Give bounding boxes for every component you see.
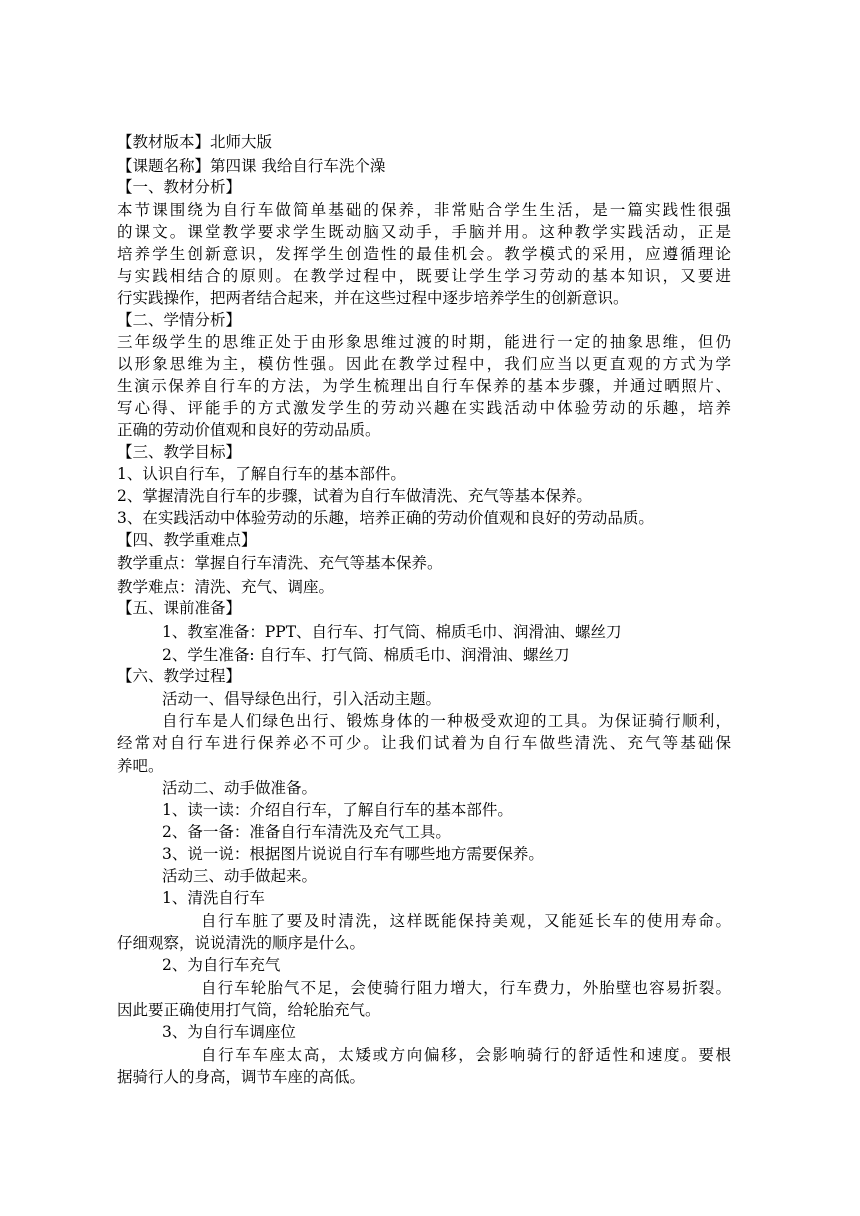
paragraph-line: 写心得、评能手的方式激发学生的劳动兴趣在实践活动中体验劳动的乐趣，培养: [117, 399, 731, 417]
paragraph-line: 本节课围绕为自行车做简单基础的保养，非常贴合学生生活，是一篇实践性很强: [117, 201, 731, 219]
key-point-text: 教学重点：掌握自行车清洗、充气等基本保养。: [117, 554, 443, 572]
paragraph-line: 自行车车座太高，太矮或方向偏移，会影响骑行的舒适性和速度。要根: [201, 1046, 731, 1064]
goal-item: 1、认识自行车，了解自行车的基本部件。: [117, 465, 406, 483]
step-title: 3、为自行车调座位: [162, 1023, 296, 1041]
goal-item: 3、在实践活动中体验劳动的乐趣，培养正确的劳动价值观和良好的劳动品质。: [117, 509, 654, 527]
section-heading-teaching-process: 【六、教学过程】: [117, 667, 242, 685]
paragraph-line: 经常对自行车进行保养必不可少。让我们试着为自行车做些清洗、充气等基础保: [117, 734, 731, 752]
paragraph-line: 生演示保养自行车的方法，为学生梳理出自行车保养的基本步骤，并通过晒照片、: [117, 377, 731, 395]
activity-title: 活动一、倡导绿色出行，引入活动主题。: [162, 690, 442, 708]
activity-item: 2、备一备：准备自行车清洗及充气工具。: [162, 823, 451, 841]
paragraph-line: 据骑行人的身高，调节车座的高低。: [117, 1068, 366, 1086]
step-title: 2、为自行车充气: [162, 956, 281, 974]
activity-title: 活动三、动手做起来。: [162, 867, 318, 885]
section-heading-material-analysis: 【一、教材分析】: [117, 178, 242, 196]
paragraph-line: 培养学生创新意识，发挥学生创造性的最佳机会。教学模式的采用，应遵循理论: [117, 245, 731, 263]
goal-item: 2、掌握清洗自行车的步骤，试着为自行车做清洗、充气等基本保养。: [117, 487, 592, 505]
activity-title: 活动二、动手做准备。: [162, 779, 318, 797]
activity-item: 3、说一说：根据图片说说自行车有哪些地方需要保养。: [162, 845, 544, 863]
section-heading-key-points: 【四、教学重难点】: [117, 531, 257, 549]
paragraph-line: 因此要正确使用打气筒，给轮胎充气。: [117, 1001, 381, 1019]
paragraph-line: 自行车是人们绿色出行、锻炼身体的一种极受欢迎的工具。为保证骑行顺利，: [162, 712, 731, 730]
preparation-item: 1、教室准备：PPT、自行车、打气筒、棉质毛巾、润滑油、螺丝刀: [162, 623, 622, 641]
paragraph-line: 以形象思维为主，模仿性强。因此在教学过程中，我们应当以更直观的方式为学: [117, 355, 731, 373]
paragraph-line: 自行车轮胎气不足，会使骑行阻力增大，行车费力，外胎壁也容易折裂。: [201, 979, 731, 997]
paragraph-line: 三年级学生的思维正处于由形象思维过渡的时期，能进行一定的抽象思维，但仍: [117, 333, 731, 351]
paragraph-line: 养吧。: [117, 757, 164, 775]
paragraph-line: 的课文。课堂教学要求学生既动脑又动手，手脑并用。这种教学实践活动，正是: [117, 223, 731, 241]
section-heading-teaching-goals: 【三、教学目标】: [117, 443, 242, 461]
paragraph-line: 正确的劳动价值观和良好的劳动品质。: [117, 421, 381, 439]
paragraph-line: 行实践操作，把两者结合起来，并在这些过程中逐步培养学生的创新意识。: [117, 289, 629, 307]
edition-line: 【教材版本】北师大版: [117, 133, 273, 151]
section-heading-student-analysis: 【二、学情分析】: [117, 311, 242, 329]
paragraph-line: 自行车脏了要及时清洗，这样既能保持美观，又能延长车的使用寿命。: [201, 912, 731, 930]
preparation-item: 2、学生准备: 自行车、打气筒、棉质毛巾、润滑油、螺丝刀: [162, 646, 570, 664]
activity-item: 1、读一读：介绍自行车，了解自行车的基本部件。: [162, 801, 513, 819]
section-heading-preparation: 【五、课前准备】: [117, 599, 242, 617]
step-title: 1、清洗自行车: [162, 889, 265, 907]
difficulty-text: 教学难点：清洗、充气、调座。: [117, 578, 335, 596]
paragraph-line: 与实践相结合的原则。在教学过程中，既要让学生学习劳动的基本知识，又要进: [117, 267, 731, 285]
paragraph-line: 仔细观察，说说清洗的顺序是什么。: [117, 934, 366, 952]
lesson-title: 【课题名称】第四课 我给自行车洗个澡: [117, 157, 386, 175]
